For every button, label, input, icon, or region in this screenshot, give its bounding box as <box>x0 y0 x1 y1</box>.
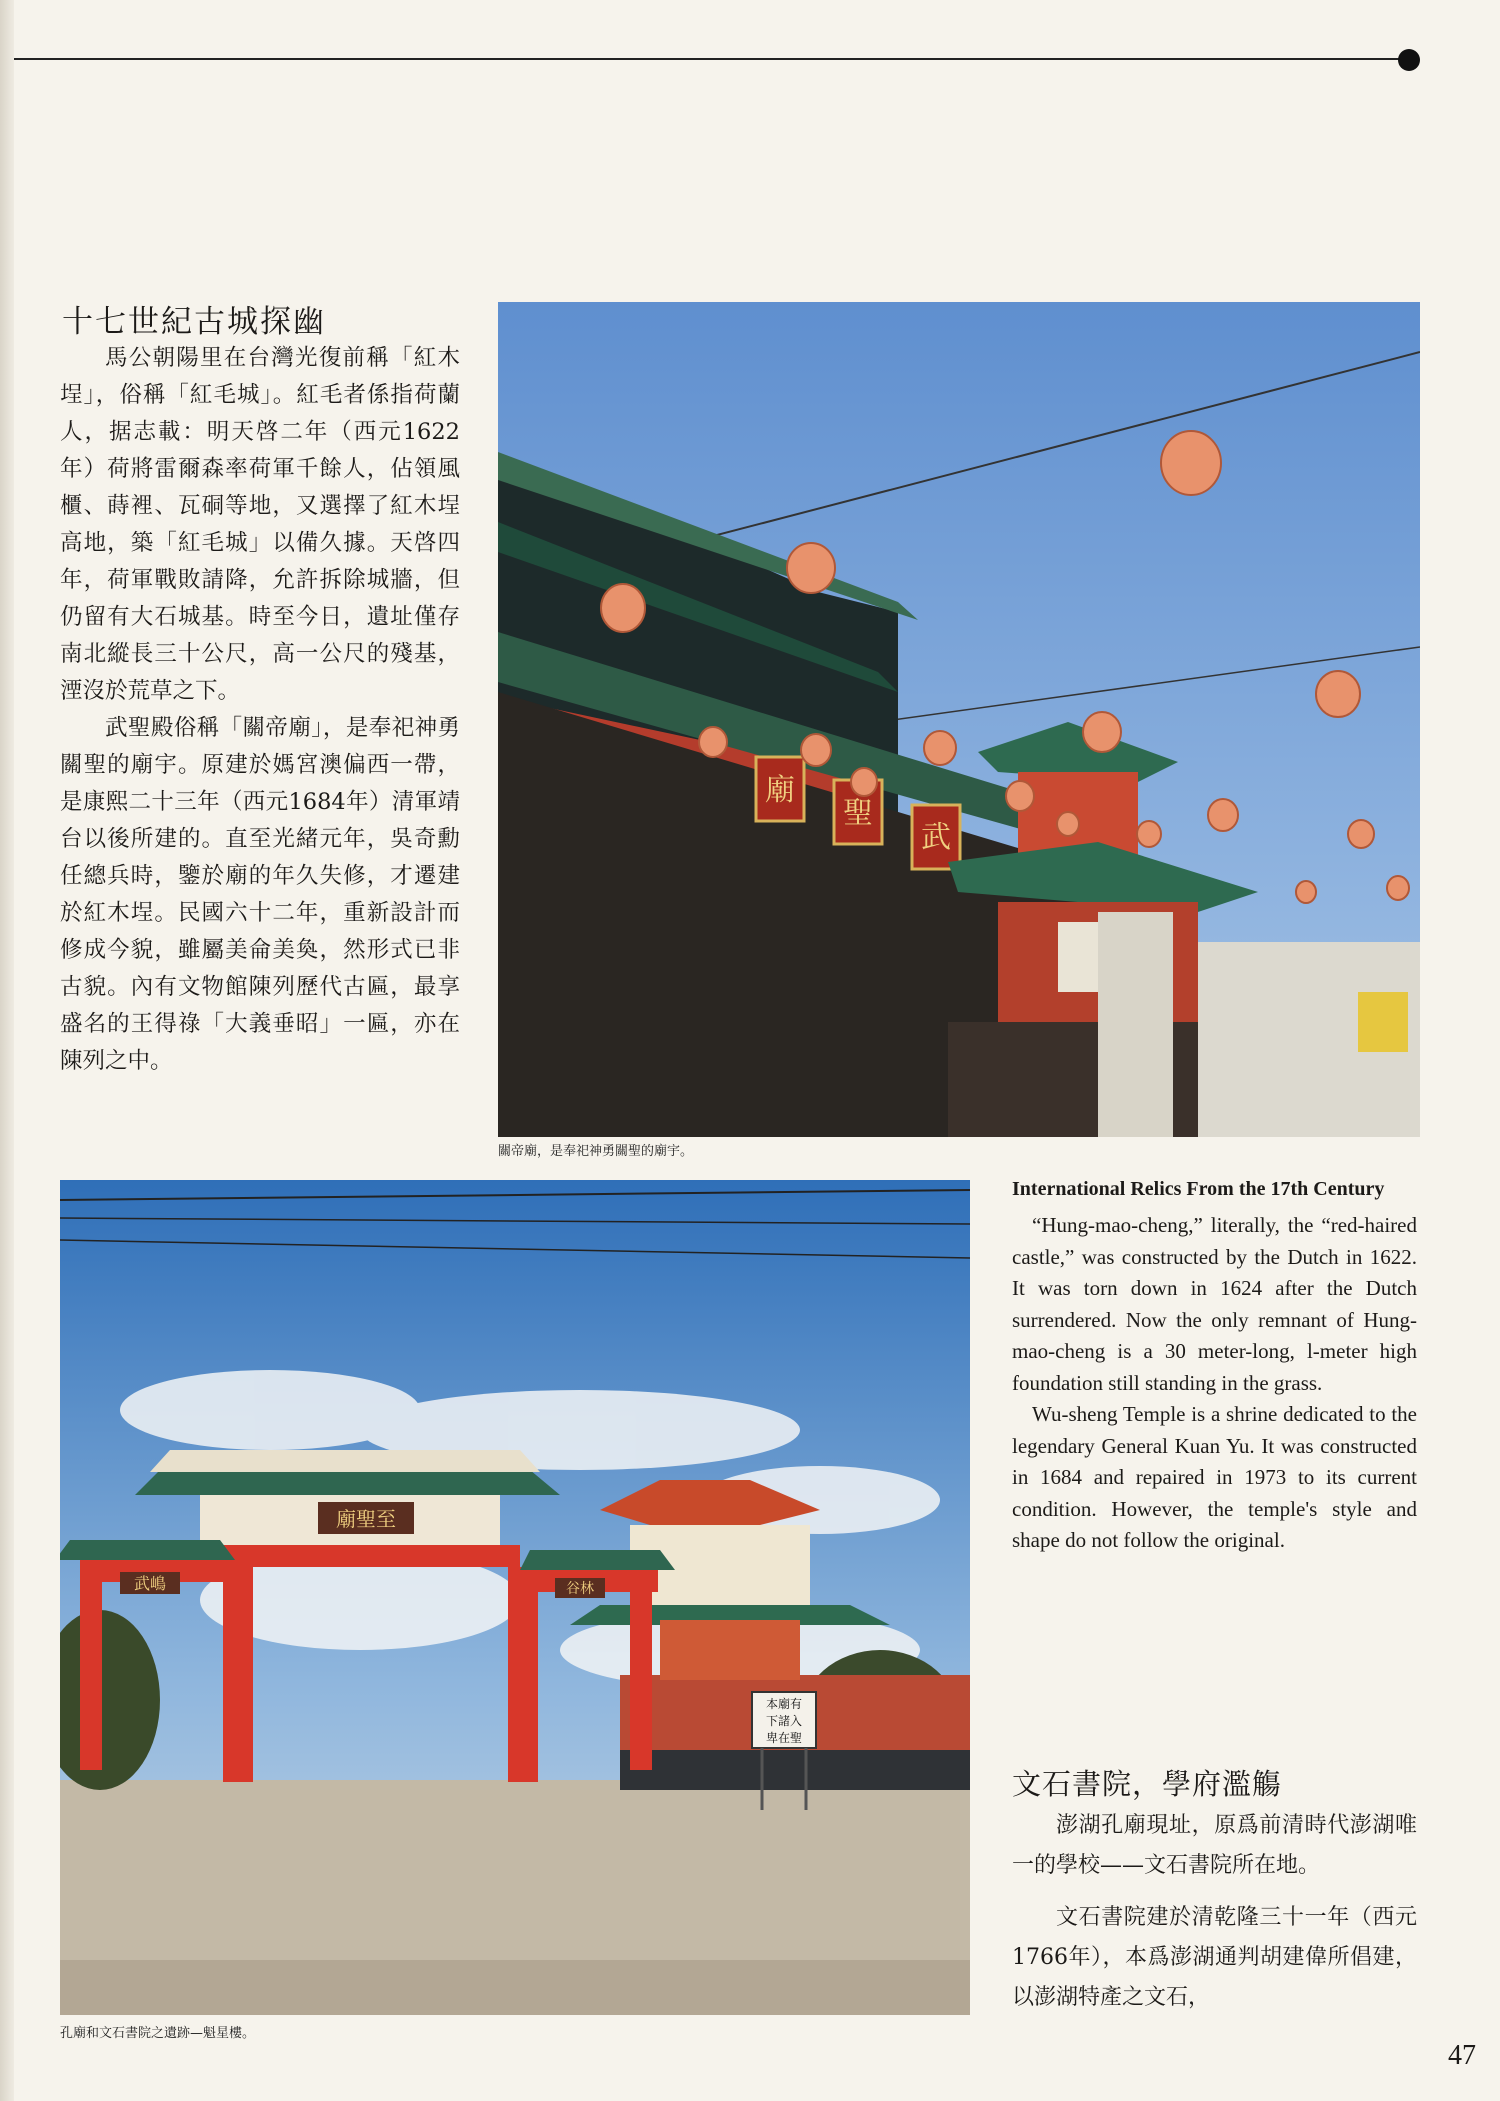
sign-char-3: 廟 <box>765 773 795 808</box>
gate-plaque-text: 廟聖至 <box>336 1507 396 1531</box>
side-plaque-left: 武嶋 <box>133 1574 167 1593</box>
english-article-column <box>1012 1210 1417 1557</box>
side-plaque-right: 谷林 <box>566 1581 594 1597</box>
sign-char-1: 武 <box>921 820 951 855</box>
english-paragraph-temple: Wu-sheng Temple is a shrine dedicated to the legendary General Kuan Yu. It was constructed in 1684 and repaired in 1973 to its current condition. However, the temple's style and shape do not follow the original. <box>1012 1402 1417 1552</box>
gate-plaque <box>318 1502 414 1534</box>
paragraph-confucius-temple: 澎湖孔廟現址，原爲前清時代澎湖唯一的學校——文石書院所在地。 <box>1012 1813 1417 1878</box>
english-paragraph-castle: “Hung-mao-cheng,” literally, the “red-haired castle,” was constructed by the Dutch in 1622. It was torn down in 1624 after the Dutch surrendered. Now the only remnant of Hung-mao-cheng is a 30 meter-long, l-meter high foundation still standing in the grass. <box>1012 1213 1417 1395</box>
notice-line-1: 本廟有 <box>765 1697 803 1711</box>
temple-photo <box>498 302 1420 1137</box>
sign-char-2: 聖 <box>843 796 873 831</box>
gate-photo <box>60 1180 970 2015</box>
chinese-article-column <box>60 340 460 1080</box>
header-rule-dot <box>1398 49 1420 71</box>
paragraph-wenshi-academy: 文石書院建於清乾隆三十一年（西元1766年），本爲澎湖通判胡建偉所倡建，以澎湖特產之文石， <box>1012 1905 1417 2010</box>
paragraph-wusheng-temple: 武聖殿俗稱「關帝廟」，是奉祀神勇關聖的廟宇。原建於媽宮澳偏西一帶，是康熙二十三年（西元1684年）清軍靖台以後所建的。直至光緒元年，吳奇勳任總兵時，鑒於廟的年久失修，才遷建於紅木埕。民國六十二年，重新設計而修成今貌，雖屬美侖美奐，然形式已非古貌。內有文物館陳列歷代古匾，最享盛名的王得祿「大義垂昭」一匾，亦在陳列之中。 <box>60 715 460 1074</box>
temple-photo-caption: 關帝廟，是奉祀神勇關聖的廟宇。 <box>498 1144 694 1159</box>
binding-spine <box>0 0 14 2101</box>
notice-line-2: 下諸入 <box>765 1714 803 1728</box>
section-heading-academy: 文石書院，學府濫觴 <box>1012 1767 1283 1801</box>
header-rule <box>14 58 1404 60</box>
notice-line-3: 卑在聖 <box>765 1731 803 1745</box>
page-number: 47 <box>1448 2040 1476 2071</box>
paragraph-red-castle: 馬公朝陽里在台灣光復前稱「紅木埕」，俗稱「紅毛城」。紅毛者係指荷蘭人，据志載：明天啓二年（西元1622年）荷將雷爾森率荷軍千餘人，佔領風櫃、蒔裡、瓦硐等地，又選擇了紅木埕高地，築「紅毛城」以備久據。天啓四年，荷軍戰敗請降，允許拆除城牆，但仍留有大石城基。時至今日，遺址僅存南北縱長三十公尺，高一公尺的殘基，湮沒於荒草之下。 <box>60 345 460 704</box>
academy-article-column <box>1012 1806 1417 2030</box>
section-heading-old-castle: 十七世紀古城探幽 <box>62 304 326 340</box>
english-heading: International Relics From the 17th Century <box>1012 1178 1385 1200</box>
gate-photo-caption: 孔廟和文石書院之遺跡—魁星樓。 <box>60 2026 256 2041</box>
